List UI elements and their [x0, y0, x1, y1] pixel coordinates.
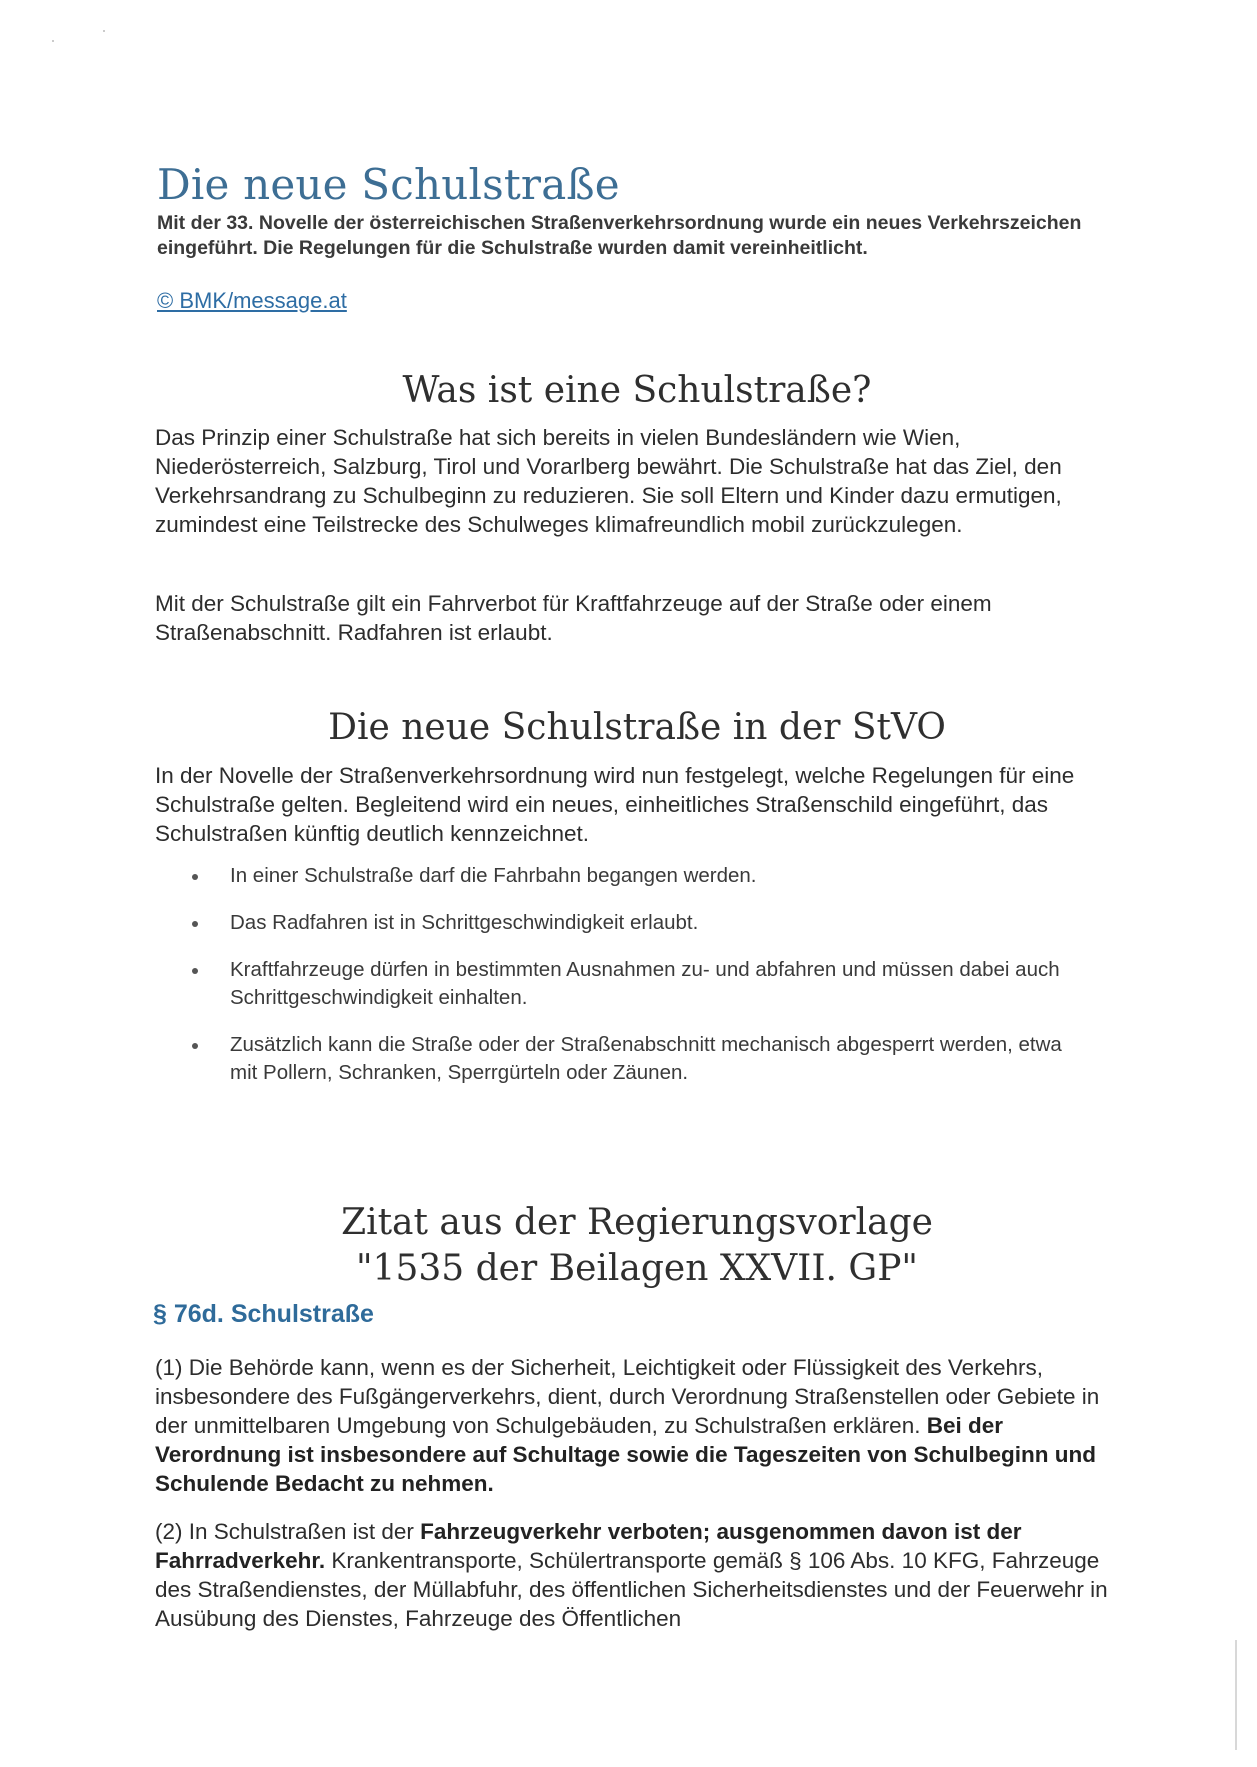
paragraph-label: § 76d. Schulstraße	[153, 1300, 374, 1328]
zitat-heading-line2: "1535 der Beilagen XXVII. GP"	[356, 1248, 918, 1289]
bullet-dot-icon	[192, 1043, 198, 1049]
law-paragraph-1-text: (1) Die Behörde kann, wenn es der Sicherheit, Leichtigkeit oder Flüssigkeit des Verkehrs, insbesondere des Fußgängerverkehrs, dient, durch Verordnung Straßenstellen oder Gebiete in der unmittelbaren Umgebung von Schulgebäuden, zu Schulstraßen erklären.	[155, 1355, 1100, 1438]
law-paragraph-1	[155, 1353, 1115, 1498]
rules-list	[190, 862, 1090, 1106]
law-paragraph-2-start: (2) In Schulstraßen ist der	[155, 1519, 414, 1544]
zitat-heading-line1: Zitat aus der Regierungsvorlage	[341, 1202, 933, 1243]
section1-paragraph2: Mit der Schulstraße gilt ein Fahrverbot für Kraftfahrzeuge auf der Straße oder einem Straßenabschnitt. Radfahren ist erlaubt.	[155, 591, 992, 645]
article-lead: Mit der 33. Novelle der österreichischen Straßenverkehrsordnung wurde ein neues Verkehrszeichen eingeführt. Die Regelungen für die Schulstraße wurden damit vereinheitlicht.	[157, 212, 1082, 259]
list-item-text: Kraftfahrzeuge dürfen in bestimmten Ausnahmen zu- und abfahren und müssen dabei auch Schrittgeschwindigkeit einhalten.	[230, 958, 1060, 1009]
section-heading-stvo: Die neue Schulstraße in der StVO	[328, 707, 946, 748]
bullet-dot-icon	[192, 968, 198, 974]
law-paragraph-2-rest: Krankentransporte, Schülertransporte gemäß § 106 Abs. 10 KFG, Fahrzeuge des Straßendienstes, der Müllabfuhr, des öffentlichen Sicherheitsdienstes und der Feuerwehr in Ausübung des Dienstes, Fahrzeuge des Öffentlichen	[155, 1548, 1108, 1631]
section-heading-was-ist: Was ist eine Schulstraße?	[402, 370, 872, 411]
list-item-text: Zusätzlich kann die Straße oder der Straßenabschnitt mechanisch abgesperrt werden, etwa mit Pollern, Schranken, Sperrgürteln oder Zäunen.	[230, 1033, 1062, 1084]
section-heading-zitat	[157, 1200, 1117, 1292]
law-paragraph-2-bold: Fahrzeugverkehr verboten; ausgenommen davon ist der Fahrradverkehr.	[155, 1519, 1022, 1573]
bullet-dot-icon	[192, 874, 198, 880]
law-paragraph-2	[155, 1517, 1115, 1633]
article-title: Die neue Schulstraße	[157, 160, 620, 209]
section2-paragraph: In der Novelle der Straßenverkehrsordnung wird nun festgelegt, welche Regelungen für eine Schulstraße gelten. Begleitend wird ein neues, einheitliches Straßenschild eingeführt, das Schulstraßen künftig deutlich kennzeichnet.	[155, 763, 1075, 846]
list-item	[190, 909, 1090, 937]
bullet-dot-icon	[192, 921, 198, 927]
law-paragraph-1-bold: Bei der Verordnung ist insbesondere auf Schultage sowie die Tageszeiten von Schulbeginn und Schulende Bedacht zu nehmen.	[155, 1413, 1096, 1496]
section1-paragraph1: Das Prinzip einer Schulstraße hat sich bereits in vielen Bundesländern wie Wien, Niederösterreich, Salzburg, Tirol und Vorarlberg bewährt. Die Schulstraße hat das Ziel, den Verkehrsandrang zu Schulbeginn zu reduzieren. Sie soll Eltern und Kinder dazu ermutigen, zumindest eine Teilstrecke des Schulweges klimafreundlich mobil zurückzulegen.	[155, 425, 1062, 537]
list-item	[190, 956, 1090, 1012]
list-item	[190, 862, 1090, 890]
list-item-text: In einer Schulstraße darf die Fahrbahn begangen werden.	[230, 864, 757, 887]
list-item-text: Das Radfahren ist in Schrittgeschwindigkeit erlaubt.	[230, 911, 699, 934]
scan-speck	[103, 30, 105, 32]
image-credit-link[interactable]: © BMK/message.at	[157, 288, 347, 313]
scan-speck	[52, 40, 54, 42]
scan-edge-line	[1235, 1640, 1237, 1750]
list-item	[190, 1031, 1090, 1087]
